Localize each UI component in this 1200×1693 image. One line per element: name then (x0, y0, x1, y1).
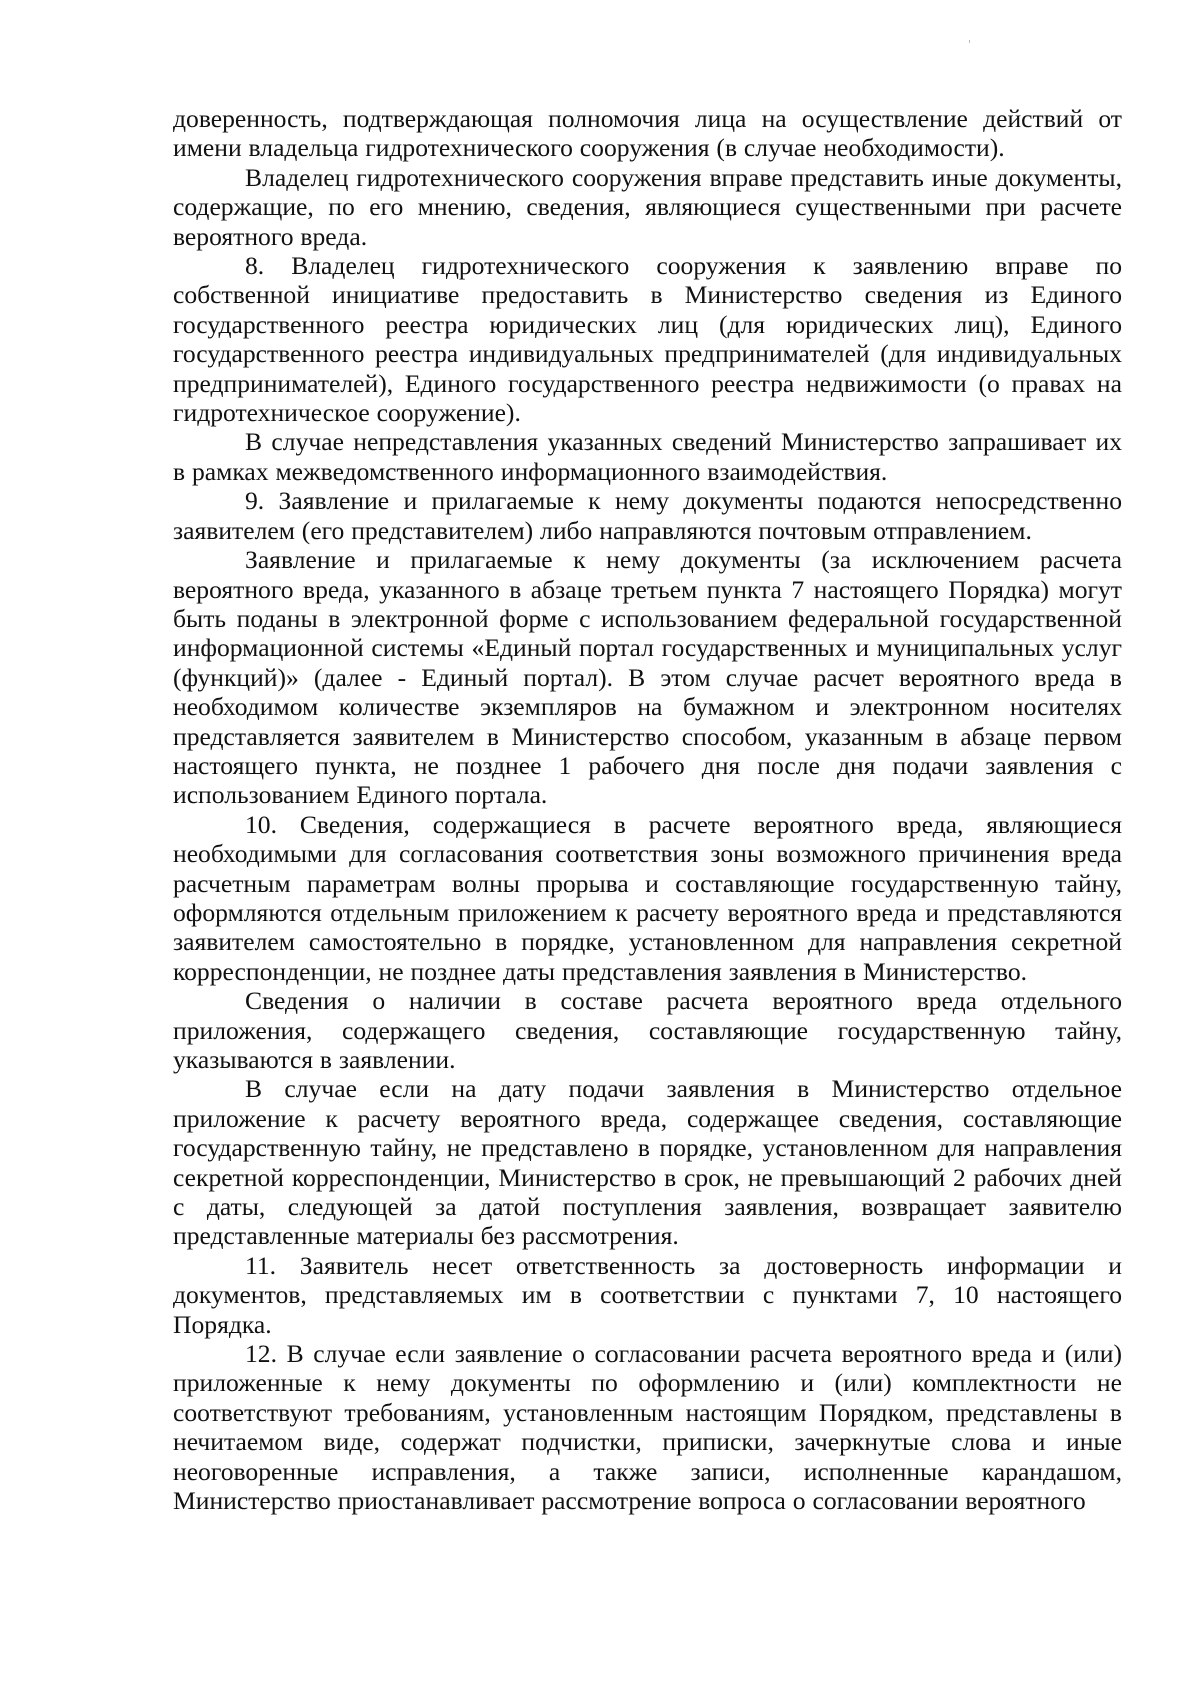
paragraph-secret-appendix-note: Сведения о наличии в составе расчета вероятного вреда отдельного приложения, содержащего сведения, составляющие государственную тайну, указываются в заявлении. (173, 986, 1122, 1074)
paragraph-item-8: 8. Владелец гидротехнического сооружения к заявлению вправе по собственной инициативе предоставить в Министерство сведения из Единого государственного реестра юридических лиц (для юридических лиц), Единого государственного реестра индивидуальных предпринимателей (для индивидуальных предпринимателей), Единого государственного реестра недвижимости (о правах на гидротехническое сооружение). (173, 251, 1122, 428)
paragraph-item-12: 12. В случае если заявление о согласовании расчета вероятного вреда и (или) приложенные к нему документы по оформлению и (или) комплектности не соответствуют требованиям, установленным настоящим Порядком, представлены в нечитаемом виде, содержат подчистки, приписки, зачеркнутые слова и иные неоговоренные исправления, а также записи, исполненные карандашом, Министерство приостанавливает рассмотрение вопроса о согласовании вероятного (173, 1339, 1122, 1516)
paragraph-electronic-submission: Заявление и прилагаемые к нему документы (за исключением расчета вероятного вреда, указанного в абзаце третьем пункта 7 настоящего Порядка) могут быть поданы в электронной форме с использованием федеральной государственной информационной системы «Единый портал государственных и муниципальных услуг (функций)» (далее - Единый портал). В этом случае расчет вероятного вреда в необходимом количестве экземпляров на бумажном и электронном носителях представляется заявителем в Министерство способом, указанным в абзаце первом настоящего пункта, не позднее 1 рабочего дня после дня подачи заявления с использованием Единого портала. (173, 545, 1122, 810)
paragraph-item-11: 11. Заявитель несет ответственность за достоверность информации и документов, представляемых им в соответствии с пунктами 7, 10 настоящего Порядка. (173, 1250, 1122, 1339)
paragraph-power-of-attorney: доверенность, подтверждающая полномочия лица на осуществление действий от имени владельца гидротехнического сооружения (в случае необходимости). (173, 104, 1122, 163)
paragraph-item-9: 9. Заявление и прилагаемые к нему документы подаются непосредственно заявителем (его представителем) либо направляются почтовым отправлением. (173, 486, 1122, 545)
paragraph-other-documents: Владелец гидротехнического сооружения вправе представить иные документы, содержащие, по его мнению, сведения, являющиеся существенными при расчете вероятного вреда. (173, 162, 1122, 251)
paragraph-item-10: 10. Сведения, содержащиеся в расчете вероятного вреда, являющиеся необходимыми для согласования соответствия зоны возможного причинения вреда расчетным параметрам волны прорыва и составляющие государственную тайну, оформляются отдельным приложением к расчету вероятного вреда и представляются заявителем самостоятельно в порядке, установленном для направления секретной корреспонденции, не позднее даты представления заявления в Министерство. (173, 809, 1122, 986)
scan-speck (969, 40, 970, 43)
document-body (173, 104, 1122, 1516)
paragraph-return-without-review: В случае если на дату подачи заявления в Министерство отдельное приложение к расчету вероятного вреда, содержащее сведения, составляющие государственную тайну, не представлено в порядке, установленном для направления секретной корреспонденции, Министерство в срок, не превышающий 2 рабочих дней с даты, следующей за датой поступления заявления, возвращает заявителю представленные материалы без рассмотрения. (173, 1074, 1122, 1251)
paragraph-interagency-request: В случае непредставления указанных сведений Министерство запрашивает их в рамках межведомственного информационного взаимодействия. (173, 427, 1122, 486)
